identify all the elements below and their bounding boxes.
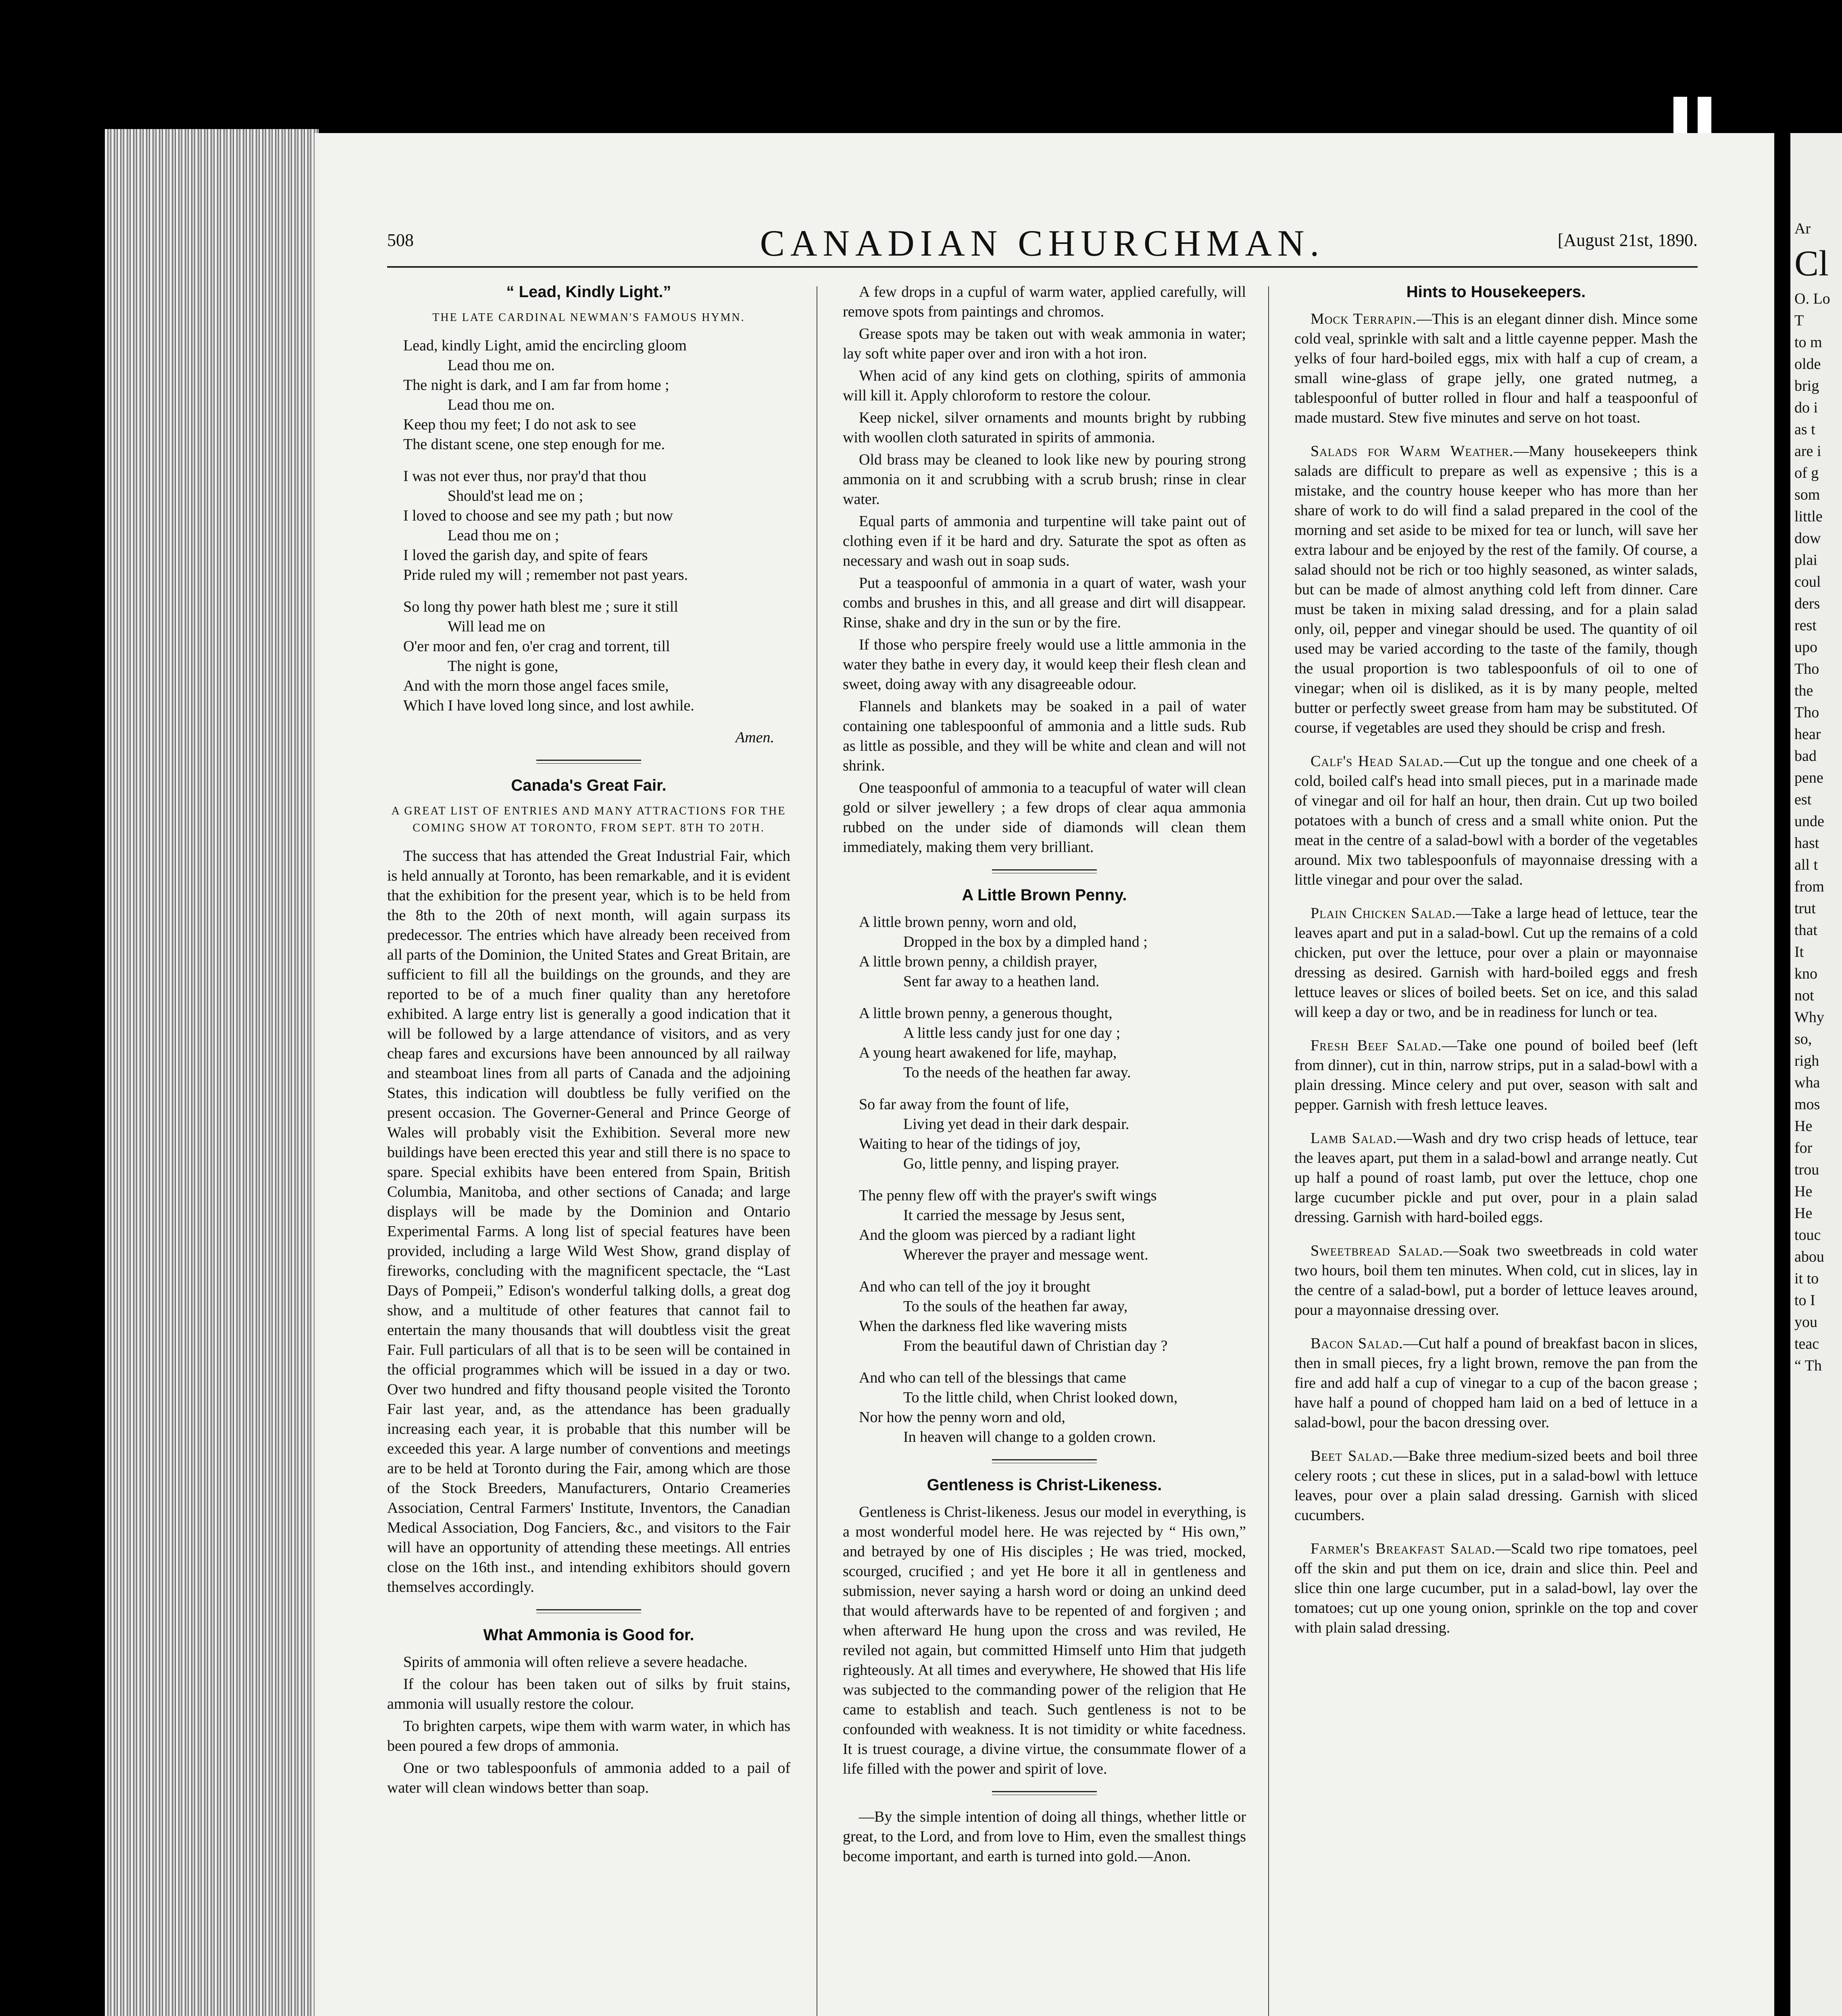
- article-paragraph: Old brass may be cleaned to look like new by pouring strong ammonia on it and scrubbing with a scrub brush; rinse in clear water.: [843, 451, 1246, 508]
- stanza: [403, 597, 790, 716]
- article-paragraph: To brighten carpets, wipe them with warm water, in which has been poured a few drops of ammonia.: [387, 1718, 790, 1754]
- poem-line: I was not ever thus, nor pray'd that thou: [403, 468, 647, 485]
- article-title: What Ammonia is Good for.: [483, 1626, 694, 1644]
- recipe-heading: Farmer's Breakfast Salad.: [1311, 1540, 1496, 1557]
- next-page-fragment: He: [1794, 1118, 1813, 1135]
- next-page-fragment: hear: [1794, 726, 1821, 743]
- recipe-heading: Plain Chicken Salad.: [1311, 905, 1456, 922]
- poem-line: Wherever the prayer and message went.: [903, 1246, 1148, 1263]
- separator: [992, 1459, 1097, 1463]
- next-page-fragment: olde: [1794, 356, 1821, 373]
- recipe-heading: Calf's Head Salad.: [1311, 753, 1444, 770]
- poem-line: To the souls of the heathen far away,: [903, 1298, 1128, 1315]
- recipe-text: —Bake three medium-sized beets and boil three celery roots ; cut these in slices, put in a salad-bowl with lettuce leaves, pour over a plain salad dressing. Garnish with sliced cucumbers.: [1294, 1447, 1698, 1524]
- poem-line: To the little child, when Christ looked down,: [903, 1389, 1178, 1406]
- poem-line: Lead thou me on ;: [448, 527, 559, 544]
- next-page-fragment: trou: [1794, 1161, 1819, 1178]
- poem-line: So long thy power hath blest me ; sure it still: [403, 598, 678, 615]
- stanza: [403, 336, 790, 454]
- next-page-fragment: Tho: [1794, 660, 1819, 677]
- next-page-fragment: dow: [1794, 530, 1821, 547]
- article-paragraph: A few drops in a cupful of warm water, applied carefully, will remove spots from paintings and chromos.: [843, 283, 1246, 320]
- binding-mark-top-2: [1698, 97, 1711, 133]
- poem-line: Lead, kindly Light, amid the encircling gloom: [403, 337, 687, 354]
- article-paragraph: The success that has attended the Great Industrial Fair, which is held annually at Toronto, has been remarkable, and it is evident that the exhibition for the present year, which is to be held from the 8th to the 20th of next month, will again surpass its predecessor. The entries which have already been received from all parts of the Dominion, the United States and Great Britain, are sufficient to fill all the buildings on the grounds, and they are reported to be of a much finer quality than any heretofore exhibited. A large entry list is generally a good indication that it will be followed by a large attendance of visitors, and as very cheap fares and excursions have been announced by all railway and steamboat lines from all parts of Canada and the adjoining States, this indication will doubtless be fully verified on the present occasion. The Governer-General and Prince George of Wales will probably visit the Exhibition. Several more new buildings have been erected this year and still there is no space to spare. Special exhibits have been entered from Spain, British Columbia, Manitoba, and other sections of Canada; and large displays will be made by the Dominion and Ontario Experimental Farms. A long list of special features have been provided, including a large Wild West Show, grand display of fireworks, concluding with the magnificent spectacle, the “Last Days of Pompeii,” Edison's wonderful talking dolls, a great dog show, and a multitude of other features that cannot fail to entertain the many thousands that will doubtless visit the great Fair. Full particulars of all that is to be seen will be contained in the official programmes which will be issued in a day or two. Over two hundred and fifty thousand people visited the Toronto Fair last year, and, as the attendance has been gradually increasing each year, it is probable that this number will be exceeded this year. A large number of conventions and meetings are to be held at Toronto during the Fair, among which are those of the Stock Breeders, Manufacturers, Ontario Creameries Association, Central Farmers' Institute, Inventors, the Canadian Medical Association, Dog Fanciers, &c., and visitors to the Fair will have an opportunity of attending these meetings. All entries close on the 16th inst., and intending exhibitors should govern themselves accordingly.: [387, 848, 790, 1595]
- recipe-heading: Salads for Warm Weather.: [1311, 443, 1514, 460]
- recipe-text: —Take one pound of boiled beef (left from dinner), cut in thin, narrow strips, put in a salad-bowl with a plain dressing. Mince celery and put over, season with salt and pepper. Garnish with fresh lettuce leaves.: [1294, 1037, 1698, 1113]
- article-subtitle: A GREAT LIST OF ENTRIES AND MANY ATTRACTIONS FOR THE COMING SHOW AT TORONTO, FROM SEPT. 8TH TO 20TH.: [391, 805, 786, 834]
- next-page-fragment: the: [1794, 682, 1813, 699]
- poem-line: From the beautiful dawn of Christian day ?: [903, 1337, 1168, 1354]
- next-page-fragment: upo: [1794, 639, 1817, 656]
- poem-title: A Little Brown Penny.: [962, 886, 1127, 904]
- recipe-text: —Soak two sweetbreads in cold water two hours, boil them ten minutes. When cold, cut in slices, lay in the centre of a salad-bowl, put a border of lettuce leaves around, pour a mayonnaise dressing over.: [1294, 1242, 1698, 1318]
- next-page-fragment: that: [1794, 922, 1817, 939]
- stanza: [859, 912, 1246, 991]
- next-page-fragment: it to: [1794, 1270, 1819, 1287]
- article-paragraph: Grease spots may be taken out with weak ammonia in water; lay soft white paper over and iron with a hot iron.: [843, 325, 1246, 362]
- poem-line: A little less candy just for one day ;: [903, 1025, 1121, 1041]
- next-page-fragment: from: [1794, 878, 1824, 895]
- recipe-entry: [1294, 309, 1698, 428]
- next-page-fragment: not: [1794, 987, 1814, 1004]
- next-page-fragment: kno: [1794, 965, 1817, 982]
- stanza: [403, 467, 790, 585]
- article-paragraph: If the colour has been taken out of silks by fruit stains, ammonia will usually restore the colour.: [387, 1676, 790, 1712]
- poem-line: In heaven will change to a golden crown.: [903, 1429, 1156, 1445]
- next-page-fragment: It: [1794, 943, 1804, 960]
- poem-line: When the darkness fled like wavering mists: [859, 1318, 1127, 1335]
- recipe-text: —Wash and dry two crisp heads of lettuce, tear the leaves apart, put them in a salad-bowl and arrange neatly. Cut up half a pound of roast lamb, put over the lettuce, chop one large cucumber pickle and put over, pour in a plain salad dressing. Garnish with hard-boiled eggs.: [1294, 1130, 1698, 1226]
- recipe-entry: [1294, 752, 1698, 890]
- article-paragraph: When acid of any kind gets on clothing, spirits of ammonia will kill it. Apply chloroform to restore the colour.: [843, 367, 1246, 404]
- poem-line: Nor how the penny worn and old,: [859, 1409, 1065, 1426]
- poem-line: The night is gone,: [448, 658, 558, 675]
- stanza: [859, 1095, 1246, 1174]
- next-page-fragment: mos: [1794, 1096, 1820, 1113]
- poem-line: Living yet dead in their dark despair.: [903, 1116, 1129, 1133]
- article-body: [387, 1652, 790, 1798]
- stanza: [859, 1277, 1246, 1356]
- next-page-fragment: “ Th: [1794, 1357, 1822, 1374]
- quote-paragraph: —By the simple intention of doing all things, whether little or great, to the Lord, and from love to Him, even the smallest things become important, and earth is turned into gold.—Anon.: [843, 1808, 1246, 1865]
- recipe-text: —Cut up the tongue and one cheek of a cold, boiled calf's head into small pieces, put in a marinade made of vinegar and oil for half an hour, then drain. Cut up two boiled potatoes with a bunch of cress and a small white onion. Put the meat in the centre of a salad-bowl with a border of the vegetables around. Mix two tablespoonfuls of mayonnaise dressing with a little vinegar and pour over the salad.: [1294, 753, 1698, 888]
- next-page-fragment: som: [1794, 486, 1820, 503]
- poem-line: Which I have loved long since, and lost awhile.: [403, 697, 694, 714]
- poem-line: A little brown penny, a generous thought,: [859, 1005, 1113, 1022]
- poem-line: A little brown penny, a childish prayer,: [859, 953, 1098, 970]
- article-paragraph: Flannels and blankets may be soaked in a pail of water containing one tablespoonful of ammonia and a little suds. Rub as little as possible, and they will be white and clean and will not shrink.: [843, 698, 1246, 774]
- poem-line: A little brown penny, worn and old,: [859, 914, 1077, 931]
- article-paragraph: Put a teaspoonful of ammonia in a quart of water, wash your combs and brushes in this, and all grease and dirt will disappear. Rinse, shake and dry in the sun or by the fire.: [843, 575, 1246, 631]
- next-page-fragment: teac: [1794, 1335, 1819, 1352]
- article-title: Gentleness is Christ-Likeness.: [927, 1476, 1162, 1494]
- poem-closing: Amen.: [735, 729, 774, 746]
- poem-line: And with the morn those angel faces smile,: [403, 677, 669, 694]
- poem-line: Pride ruled my will ; remember not past years.: [403, 566, 688, 583]
- poem-line: And the gloom was pierced by a radiant light: [859, 1227, 1136, 1243]
- article-paragraph: One or two tablespoonfuls of ammonia added to a pail of water will clean windows better than soap.: [387, 1760, 790, 1796]
- recipe-entry: [1294, 1334, 1698, 1433]
- recipe-heading: Bacon Salad.: [1311, 1335, 1403, 1352]
- next-page-fragment: trut: [1794, 900, 1816, 917]
- column-1: [387, 282, 790, 1798]
- next-page-fragment: to m: [1794, 334, 1822, 351]
- recipe-heading: Fresh Beef Salad.: [1311, 1037, 1442, 1054]
- next-page-fragment: He: [1794, 1205, 1813, 1222]
- poem-line: So far away from the fount of life,: [859, 1096, 1069, 1113]
- poem-line: Lead thou me on.: [448, 357, 555, 374]
- article-body: [843, 1502, 1246, 1779]
- stanza: [859, 1004, 1246, 1083]
- separator: [536, 1609, 641, 1613]
- poem-line: Go, little penny, and lisping prayer.: [903, 1155, 1119, 1172]
- article-paragraph: If those who perspire freely would use a little ammonia in the water they bathe in every day, it would keep their flesh clean and sweet, doing away with any disagreeable odour.: [843, 636, 1246, 693]
- poem-line: Sent far away to a heathen land.: [903, 973, 1100, 990]
- recipe-heading: Lamb Salad.: [1311, 1130, 1397, 1147]
- next-page-fragment: Ar: [1794, 220, 1811, 237]
- article-body: [387, 846, 790, 1597]
- poem-line: I loved to choose and see my path ; but now: [403, 507, 673, 524]
- next-page-fragment: righ: [1794, 1052, 1819, 1069]
- page-header: [387, 218, 1698, 268]
- article-body: [843, 1807, 1246, 1866]
- recipe-entry: [1294, 1539, 1698, 1638]
- article-paragraph: One teaspoonful of ammonia to a teacupful of water will clean gold or silver jewellery ; a few drops of clear aqua ammonia rubbed on the under side of diamonds will clean them immediately, making them very brilliant.: [843, 779, 1246, 856]
- recipe-text: —Cut half a pound of breakfast bacon in slices, then in small pieces, fry a light brown, remove the pan from the fire and add half a cup of vinegar to a cup of the bacon grease ; have half a pound of chopped ham laid on a bed of lettuce in a salad-bowl, pour the bacon dressing over.: [1294, 1335, 1698, 1431]
- separator: [992, 869, 1097, 873]
- poem-line: Dropped in the box by a dimpled hand ;: [903, 933, 1148, 950]
- poem-line: A young heart awakened for life, mayhap,: [859, 1044, 1117, 1061]
- recipe-heading: Mock Terrapin.: [1311, 310, 1417, 327]
- next-page-fragment: little: [1794, 508, 1823, 525]
- poem-body: [859, 912, 1246, 1447]
- page-number: 508: [387, 230, 414, 250]
- column-rule-2: [1268, 286, 1269, 2016]
- column-3: [1294, 282, 1698, 1652]
- next-page-fragment: to I: [1794, 1292, 1815, 1309]
- recipe-entry: [1294, 1241, 1698, 1320]
- next-page-fragment: as t: [1794, 421, 1815, 438]
- right-page-edge: [1790, 133, 1842, 2016]
- next-page-fragment: unde: [1794, 813, 1824, 830]
- poem-subtitle: THE LATE CARDINAL NEWMAN'S FAMOUS HYMN.: [432, 311, 745, 324]
- next-page-fragment: you: [1794, 1314, 1817, 1331]
- recipe-entry: [1294, 1446, 1698, 1525]
- binding-mark-top: [1673, 97, 1687, 133]
- recipe-entry: [1294, 442, 1698, 738]
- next-page-fragment: do i: [1794, 399, 1818, 416]
- article-body: [843, 282, 1246, 857]
- article-title: Hints to Housekeepers.: [1406, 283, 1586, 301]
- stanza: [859, 1186, 1246, 1265]
- recipe-list: [1294, 309, 1698, 1638]
- recipe-text: —Take a large head of lettuce, tear the leaves apart and put in a salad-bowl. Cut up the remains of a cold chicken, put over the lettuce, pour over a plain or mayonnaise dressing as desired. Garnish with hard-boiled eggs and fresh lettuce leaves or slices of boiled beets. Set on ice, and this salad will keep a day or two, and be in readiness for lunch or tea.: [1294, 905, 1698, 1020]
- article-paragraph: Keep nickel, silver ornaments and mounts bright by rubbing with woollen cloth saturated in spirits of ammonia.: [843, 409, 1246, 446]
- next-page-fragment: pene: [1794, 769, 1823, 786]
- article-paragraph: Spirits of ammonia will often relieve a severe headache.: [403, 1654, 748, 1670]
- next-page-fragment: of g: [1794, 464, 1819, 481]
- article-paragraph: Equal parts of ammonia and turpentine will take paint out of clothing even if it be hard and dry. Saturate the spot as often as necessary and wash out in soap suds.: [843, 513, 1246, 569]
- next-page-fragment: wha: [1794, 1074, 1820, 1091]
- poem-line: The night is dark, and I am far from home ;: [403, 377, 669, 394]
- poem-line: It carried the message by Jesus sent,: [903, 1207, 1125, 1224]
- next-page-fragment: Why: [1794, 1009, 1824, 1026]
- separator: [992, 1791, 1097, 1795]
- next-page-fragment: est: [1794, 791, 1812, 808]
- poem-line: O'er moor and fen, o'er crag and torrent, till: [403, 638, 670, 655]
- next-page-fragment: He: [1794, 1183, 1813, 1200]
- poem-line: I loved the garish day, and spite of fears: [403, 547, 648, 564]
- next-page-fragment: hast: [1794, 835, 1819, 852]
- poem-line: The penny flew off with the prayer's swift wings: [859, 1187, 1157, 1204]
- issue-date: [August 21st, 1890.: [1557, 230, 1698, 250]
- next-page-fragment: so,: [1794, 1031, 1812, 1048]
- next-page-fragment: touc: [1794, 1227, 1821, 1243]
- recipe-entry: [1294, 904, 1698, 1022]
- poem-line: And who can tell of the blessings that came: [859, 1369, 1126, 1386]
- next-page-fragment: ders: [1794, 595, 1820, 612]
- book-spine-edge: [105, 129, 319, 2016]
- recipe-text: —Scald two ripe tomatoes, peel off the skin and put them on ice, drain and slice thin. Peel and slice thin one large cucumber, put in a salad-bowl, lay over the tomatoes; cut up one young onion, sprinkle on the top and cover with plain salad dressing.: [1294, 1540, 1698, 1636]
- poem-line: Keep thou my feet; I do not ask to see: [403, 416, 636, 433]
- next-page-fragment: plai: [1794, 552, 1817, 569]
- masthead-title: CANADIAN CHURCHMAN.: [760, 223, 1325, 264]
- next-page-fragment: Tho: [1794, 704, 1819, 721]
- poem-line: Waiting to hear of the tidings of joy,: [859, 1135, 1081, 1152]
- recipe-heading: Sweetbread Salad.: [1311, 1242, 1444, 1259]
- poem-line: And who can tell of the joy it brought: [859, 1278, 1091, 1295]
- poem-line: Will lead me on: [448, 618, 546, 635]
- next-page-fragment: brig: [1794, 377, 1819, 394]
- next-page-fragment: T: [1794, 312, 1804, 329]
- next-page-fragment: coul: [1794, 573, 1821, 590]
- poem-line: Lead thou me on.: [448, 396, 555, 413]
- separator: [536, 760, 641, 764]
- recipe-heading: Beet Salad.: [1311, 1447, 1393, 1464]
- next-page-fragment: are i: [1794, 443, 1821, 460]
- next-page-fragment: O. Lo: [1794, 290, 1830, 307]
- next-page-fragment: abou: [1794, 1248, 1824, 1265]
- recipe-text: —Many housekeepers think salads are difficult to prepare as well as expensive ; this is a mistake, and the country house keeper who has more than her share of work to do will find a salad prepared in the cool of the morning and set aside to be mixed for tea or lunch, will save her extra labour and be enjoyed by the rest of the family. Of course, a salad should not be rich or too highly seasoned, as winter salads, but can be made of almost anything cold left from dinner. Care must be taken in mixing salad dressing, and for a plain salad only, oil, pepper and vinegar should be used. The quantity of oil used may be varied according to the taste of the family, though the usual proportion is two tablespoonfuls of oil to one of vinegar; when oil is disliked, as it is by many people, melted butter or perfectly sweet grease from ham may be substituted. Of course, if vegetables are used they should be crisp and fresh.: [1294, 443, 1698, 736]
- poem-line: The distant scene, one step enough for me.: [403, 436, 665, 453]
- next-page-fragment: bad: [1794, 748, 1817, 764]
- recipe-entry: [1294, 1036, 1698, 1115]
- recipe-text: —This is an elegant dinner dish. Mince some cold veal, sprinkle with salt and a little cayenne pepper. Mash the yelks of four hard-boiled eggs, mix with half a cup of cream, a small wine-glass of grape jelly, one grated nutmeg, a tablespoonful of butter rolled in flour and half a teaspoonful of made mustard. Stew five minutes and serve on hot toast.: [1294, 310, 1698, 426]
- poem-line: To the needs of the heathen far away.: [903, 1064, 1131, 1081]
- column-2: [843, 282, 1246, 1866]
- poem-body: [403, 336, 790, 716]
- newspaper-page: [315, 133, 1774, 2016]
- next-page-fragment: rest: [1794, 617, 1817, 634]
- article-title: Canada's Great Fair.: [511, 777, 667, 794]
- stanza: [859, 1368, 1246, 1447]
- recipe-entry: [1294, 1129, 1698, 1227]
- poem-line: Should'st lead me on ;: [448, 487, 583, 504]
- next-page-fragment: for: [1794, 1139, 1813, 1156]
- article-paragraph: Gentleness is Christ-likeness. Jesus our model in everything, is a most wonderful model here. He was rejected by “ His own,” and betrayed by one of His disciples ; He was tried, mocked, scourged, crucified ; and yet He bore it all in gentleness and submission, never saying a harsh word or doing an unkind deed that would afterwards have to be repented of and forgiven ; and when afterward He hung upon the cross and was reviled, He reviled not again, but committed Himself unto Him that judgeth righteously. At all times and everywhere, He showed that His life was subjected to the commanding power of the religion that He came to establish and teach. Such gentleness is not to be confounded with weakness. It is not timidity or white facedness. It is truest courage, a divine virtue, the consummate flower of a life filled with the power and spirit of love.: [843, 1504, 1246, 1777]
- next-page-fragment: Cl: [1794, 244, 1829, 283]
- next-page-fragment: all t: [1794, 856, 1818, 873]
- poem-title: “ Lead, Kindly Light.”: [506, 283, 671, 301]
